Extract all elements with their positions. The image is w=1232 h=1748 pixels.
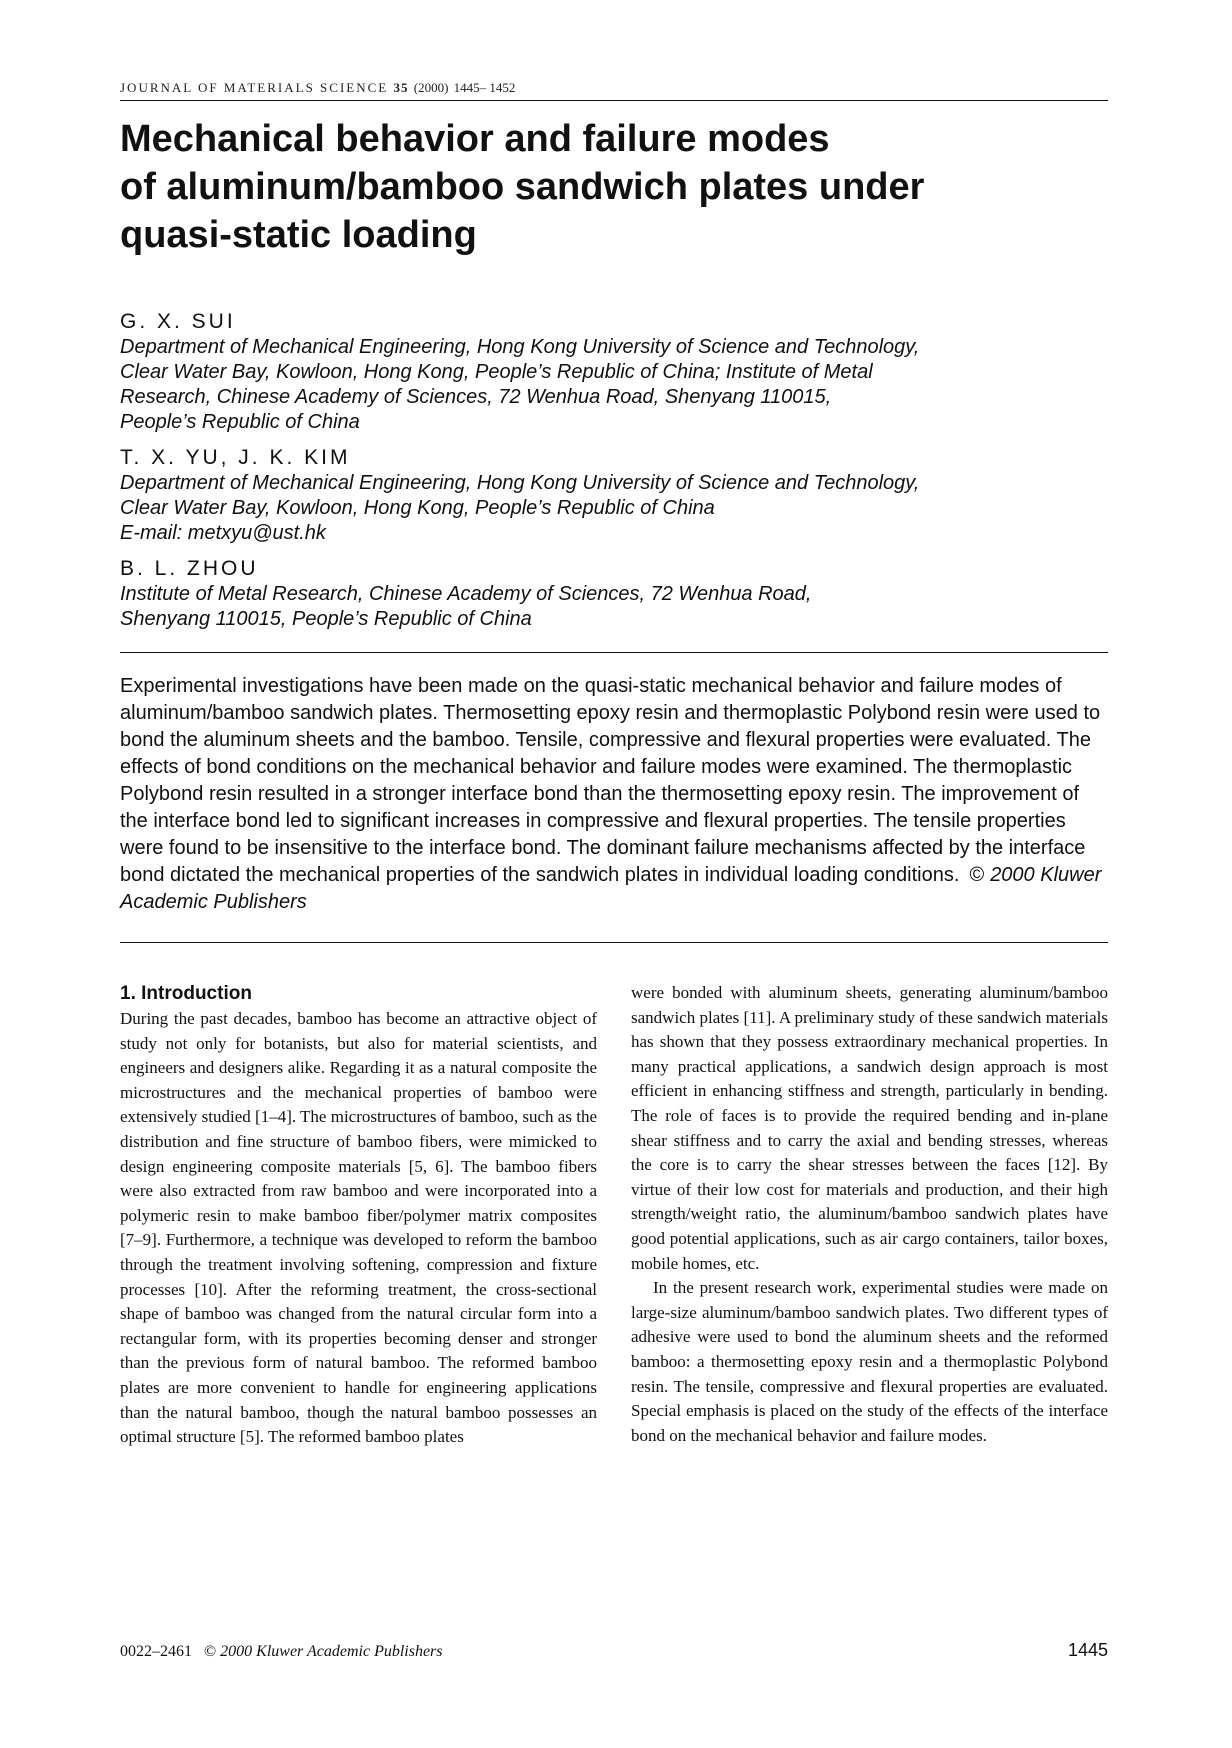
footer-issn-line (120, 1643, 443, 1661)
affiliation-line: Research, Chinese Academy of Sciences, 72 Wenhua Road, Shenyang 110015, (120, 386, 832, 408)
right-column (631, 981, 1108, 1450)
affiliation-line: Shenyang 110015, People’s Republic of China (120, 608, 532, 630)
abstract-copyright: 2000 Kluwer Academic Publishers (120, 864, 1102, 913)
affiliation-line: Department of Mechanical Engineering, Hong Kong University of Science and Technology, (120, 336, 920, 358)
author-name: G. X. SUI (120, 310, 236, 333)
email-line: E-mail: metxyu@ust.hk (120, 522, 326, 544)
copyright-symbol: © (969, 864, 985, 886)
issn: 0022–2461 (120, 1643, 192, 1660)
body-paragraph: During the past decades, bamboo has become an attractive object of study not only for botanists, but also for material scientists, and engineers and designers alike. Regarding it as a natural composite the microstructures and the mechanical properties of bamboo were extensively studied [1–4]. The microstructures of bamboo, such as the distribution and fine structure of bamboo fibers, were mimicked to design engineering composite materials [5, 6]. The bamboo fibers were also extracted from raw bamboo and were incorporated into a polymeric resin to make bamboo fiber/polymer matrix composites [7–9]. Furthermore, a technique was developed to reform the bamboo through the treatment involving softening, compression and fixture processes [10]. After the reforming treatment, the cross-sectional shape of bamboo was changed from the natural circular form into a rectangular form, with its properties becoming denser and stronger than the previous form of natural bamboo. The reformed bamboo plates are more convenient to handle for engineering applications than the natural bamboo, though the natural bamboo possesses an optimal structure [5]. The reformed bamboo plates (120, 1009, 597, 1447)
affiliation-line: People’s Republic of China (120, 411, 360, 433)
footer-publisher: 2000 Kluwer Academic Publishers (220, 1643, 443, 1660)
page-footer (120, 1640, 1108, 1661)
body-paragraph: In the present research work, experimental studies were made on large-size aluminum/bamboo sandwich plates. Two different types of adhesive were used to bond the aluminum sheets and the reformed bamboo: a thermosetting epoxy resin and a thermoplastic Polybond resin. The tensile, compressive and flexural properties are evaluated. Special emphasis is placed on the study of the effects of the interface bond on the mechanical behavior and failure modes. (631, 1278, 1108, 1445)
journal-running-header (120, 80, 1108, 101)
author-group-1 (120, 309, 1108, 435)
affiliation-line: Department of Mechanical Engineering, Hong Kong University of Science and Technology, (120, 472, 920, 494)
page-number: 1445 (1067, 1640, 1108, 1660)
author-group-2 (120, 445, 1108, 546)
body-paragraph: were bonded with aluminum sheets, generating aluminum/bamboo sandwich plates [11]. A preliminary study of these sandwich materials has shown that they possess extraordinary mechanical properties. In many practical applications, a sandwich design approach is most efficient in enhancing stiffness and strength, particularly in bending. The role of faces is to provide the required bending and in-plane shear stiffness and to carry the axial and bending stresses, whereas the core is to carry the shear stresses between the faces [12]. By virtue of their low cost for materials and production, and their high strength/weight ratio, the aluminum/bamboo sandwich plates have good potential applications, such as air cargo containers, tailor boxes, mobile homes, etc. (631, 983, 1108, 1273)
title-line-3: quasi-static loading (120, 214, 477, 256)
abstract (120, 673, 1108, 916)
affiliation-line: Institute of Metal Research, Chinese Academy of Sciences, 72 Wenhua Road, (120, 583, 812, 605)
title-line-1: Mechanical behavior and failure modes (120, 118, 830, 160)
author-list (120, 309, 1108, 632)
article-page (120, 80, 1108, 1450)
title-line-2: of aluminum/bamboo sandwich plates under (120, 166, 925, 208)
abstract-block (120, 653, 1108, 943)
affiliation-line: Clear Water Bay, Kowloon, Hong Kong, People’s Republic of China (120, 497, 715, 519)
author-name: T. X. YU, J. K. KIM (120, 446, 351, 469)
left-column (120, 981, 597, 1450)
author-name: B. L. ZHOU (120, 557, 259, 580)
journal-name: JOURNAL OF MATERIALS SCIENCE (120, 80, 389, 95)
abstract-text: Experimental investigations have been made on the quasi-static mechanical behavior and failure modes of aluminum/bamboo sandwich plates. Thermosetting epoxy resin and thermoplastic Polybond resin were used to bond the aluminum sheets and the bamboo. Tensile, compressive and flexural properties were evaluated. The effects of bond conditions on the mechanical behavior and failure modes were examined. The thermoplastic Polybond resin resulted in a stronger interface bond than the thermosetting epoxy resin. The improvement of the interface bond led to significant increases in compressive and flexural properties. The tensile properties were found to be insensitive to the interface bond. The dominant failure mechanisms affected by the interface bond dictated the mechanical properties of the sandwich plates in individual loading conditions. (120, 675, 1101, 886)
affiliation-line: Clear Water Bay, Kowloon, Hong Kong, People’s Republic of China; Institute of Metal (120, 361, 873, 383)
journal-year: (2000) (413, 80, 449, 95)
section-heading: 1. Introduction (120, 983, 252, 1004)
copyright-symbol: © (204, 1643, 217, 1660)
author-affiliation (120, 335, 1108, 435)
body-columns (120, 981, 1108, 1450)
article-title (120, 115, 1108, 259)
author-affiliation (120, 471, 1108, 546)
journal-volume: 35 (393, 80, 409, 95)
author-affiliation (120, 582, 1108, 632)
journal-pages: 1445– 1452 (453, 80, 516, 95)
author-group-3 (120, 556, 1108, 632)
